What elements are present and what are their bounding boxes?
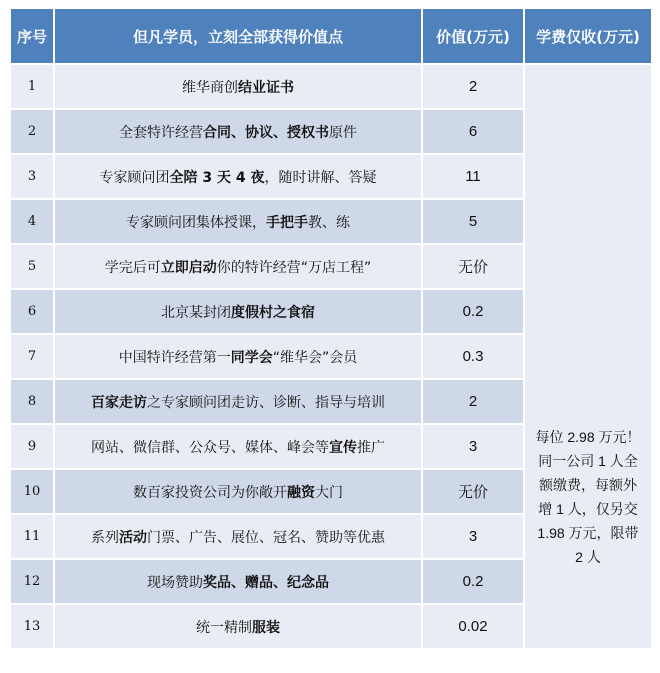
row-benefit	[54, 289, 422, 334]
row-index: 1	[10, 64, 54, 109]
benefit-text: 网站、微信群、公众号、媒体、峰会等	[91, 439, 329, 456]
row-value: 5	[422, 199, 524, 244]
row-value: 3	[422, 424, 524, 469]
row-value: 无价	[422, 469, 524, 514]
row-index: 13	[10, 604, 54, 649]
header-fee: 学费仅收(万元)	[524, 8, 652, 64]
row-benefit	[54, 514, 422, 559]
benefit-highlight: 同学会	[230, 349, 273, 366]
benefit-highlight: 奖品、赠品、纪念品	[203, 574, 329, 591]
benefit-text: 北京某封闭	[161, 304, 231, 321]
row-value: 2	[422, 64, 524, 109]
benefit-highlight: 立即启动	[160, 259, 217, 276]
row-value: 0.2	[422, 559, 524, 604]
header-benefit: 但凡学员，立刻全部获得价值点	[54, 8, 422, 64]
row-benefit	[54, 559, 422, 604]
row-index: 8	[10, 379, 54, 424]
benefit-text: 大门	[315, 484, 343, 501]
benefit-text: 现场赞助	[147, 574, 203, 591]
row-value: 0.2	[422, 289, 524, 334]
header-value: 价值(万元)	[422, 8, 524, 64]
row-value: 0.02	[422, 604, 524, 649]
row-value: 6	[422, 109, 524, 154]
row-index: 3	[10, 154, 54, 199]
header-index: 序号	[10, 8, 54, 64]
row-benefit	[54, 469, 422, 514]
benefit-highlight: 融资	[287, 484, 315, 501]
row-index: 10	[10, 469, 54, 514]
row-value: 0.3	[422, 334, 524, 379]
row-benefit	[54, 244, 422, 289]
table-row	[10, 64, 652, 109]
benefit-text: 统一精制	[196, 619, 252, 636]
benefits-price-table	[9, 7, 653, 650]
row-value: 3	[422, 514, 524, 559]
benefit-text: “维华会”会员	[272, 349, 358, 366]
benefit-text: 学完后可	[104, 259, 161, 276]
benefit-highlight: 服装	[252, 619, 280, 636]
benefit-highlight: 全陪 3 天 4 夜	[169, 169, 265, 186]
row-benefit	[54, 154, 422, 199]
benefit-highlight: 度假村之食宿	[231, 304, 315, 321]
benefit-text: 系列	[91, 529, 119, 546]
fee-note	[524, 64, 652, 649]
benefit-text: ，随时讲解、答疑	[264, 169, 377, 186]
row-index: 12	[10, 559, 54, 604]
benefit-highlight: 结业证书	[238, 79, 294, 96]
row-value: 11	[422, 154, 524, 199]
row-index: 6	[10, 289, 54, 334]
benefit-text: 之专家顾问团走访、诊断、指导与培训	[147, 394, 385, 411]
row-index: 11	[10, 514, 54, 559]
benefit-text: 原件	[329, 124, 357, 141]
benefit-highlight: 合同、协议、授权书	[203, 124, 329, 141]
row-index: 5	[10, 244, 54, 289]
benefit-text: 全套特许经营	[119, 124, 203, 141]
row-benefit	[54, 64, 422, 109]
row-benefit	[54, 379, 422, 424]
row-benefit	[54, 604, 422, 649]
benefit-text: 门票、广告、展位、冠名、赞助等优惠	[147, 529, 385, 546]
benefit-highlight: 百家走访	[91, 394, 147, 411]
row-index: 4	[10, 199, 54, 244]
benefit-text: 推广	[357, 439, 385, 456]
benefit-text: 教、练	[308, 214, 350, 231]
row-value: 2	[422, 379, 524, 424]
row-benefit	[54, 424, 422, 469]
row-benefit	[54, 199, 422, 244]
table-header-row	[10, 8, 652, 64]
benefit-highlight: 活动	[119, 529, 147, 546]
row-index: 7	[10, 334, 54, 379]
benefit-text: 你的特许经营“万店工程”	[216, 259, 372, 276]
row-benefit	[54, 334, 422, 379]
benefit-text: 数百家投资公司为你敞开	[133, 484, 287, 501]
benefit-text: 中国特许经营第一	[118, 349, 231, 366]
row-benefit	[54, 109, 422, 154]
benefit-text: 专家顾问团	[99, 169, 170, 186]
row-value: 无价	[422, 244, 524, 289]
row-index: 9	[10, 424, 54, 469]
benefit-text: 维华商创	[182, 79, 238, 96]
benefit-highlight: 宣传	[329, 439, 357, 456]
benefit-text: 专家顾问团集体授课，	[126, 214, 266, 231]
row-index: 2	[10, 109, 54, 154]
benefit-highlight: 手把手	[266, 214, 308, 231]
fee-note-text: 每位 2.98 万元！同一公司 1 人全额缴费，每额外增 1 人，仅另交 1.98 万元，限带 2 人	[535, 428, 641, 565]
